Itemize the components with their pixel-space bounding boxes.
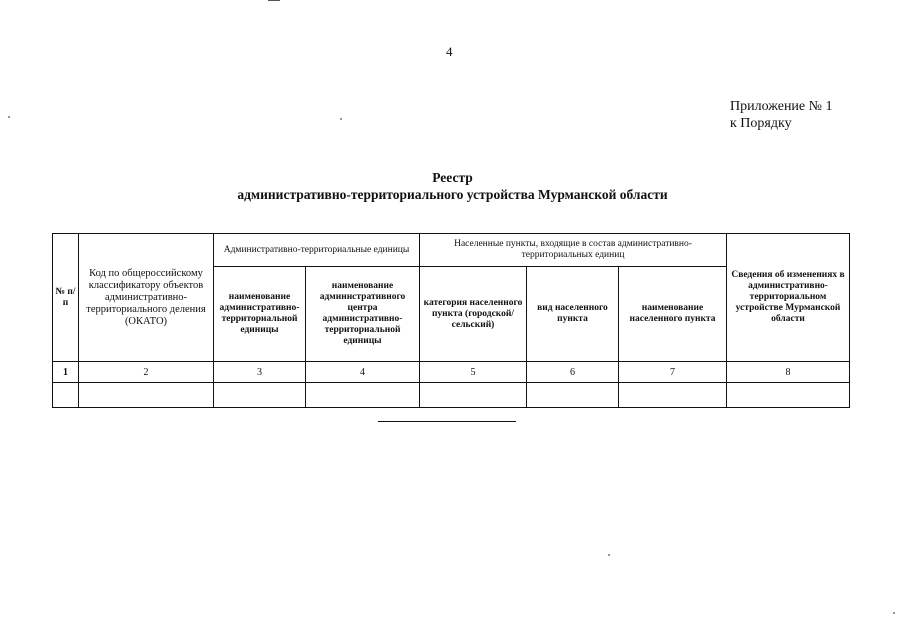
column-number: 5 [420,362,527,383]
appendix-line-1: Приложение № 1 [730,99,833,114]
registry-table [52,233,850,408]
header-admin-center-name: наименование административного центра административно-территориальной единицы [306,267,420,362]
document-title: Реестр [432,170,473,185]
appendix-line-2: к Порядку [730,116,792,131]
header-settlement-category: категория населенного пункта (городской/сельский) [420,267,527,362]
table-header-row [53,234,850,267]
scan-mark [268,0,280,1]
column-number: 6 [527,362,619,383]
scan-speck [8,116,10,118]
column-number: 4 [306,362,420,383]
column-number: 3 [214,362,306,383]
scan-speck [608,554,610,556]
column-number: 2 [79,362,214,383]
header-unit-name: наименование административно-территориальной единицы [214,267,306,362]
table-cell [527,383,619,408]
page-number: 4 [446,44,453,59]
scan-speck [893,612,895,614]
table-cell [53,383,79,408]
column-number-row [53,362,850,383]
table-cell [306,383,420,408]
table-cell [214,383,306,408]
document-subtitle: административно-территориального устройства Мурманской области [237,187,668,202]
header-settlements-group: Населенные пункты, входящие в состав административно-территориальных единиц [420,234,727,267]
header-changes-info: Сведения об изменениях в административно-территориальном устройстве Мурманской области [727,234,850,362]
column-number: 8 [727,362,850,383]
header-number: № п/п [53,234,79,362]
header-admin-units-group: Административно-территориальные единицы [214,234,420,267]
column-number: 1 [53,362,79,383]
header-settlement-type: вид населенного пункта [527,267,619,362]
header-settlement-name: наименование населенного пункта [619,267,727,362]
header-okato-code: Код по общероссийскому классификатору объектов административно-территориального деления (ОКАТО) [79,234,214,362]
table-row [53,383,850,408]
table-cell [727,383,850,408]
appendix-note [730,98,833,132]
column-number: 7 [619,362,727,383]
table-cell [420,383,527,408]
scan-speck [340,118,342,120]
end-rule [378,421,516,422]
table-cell [619,383,727,408]
table-cell [79,383,214,408]
